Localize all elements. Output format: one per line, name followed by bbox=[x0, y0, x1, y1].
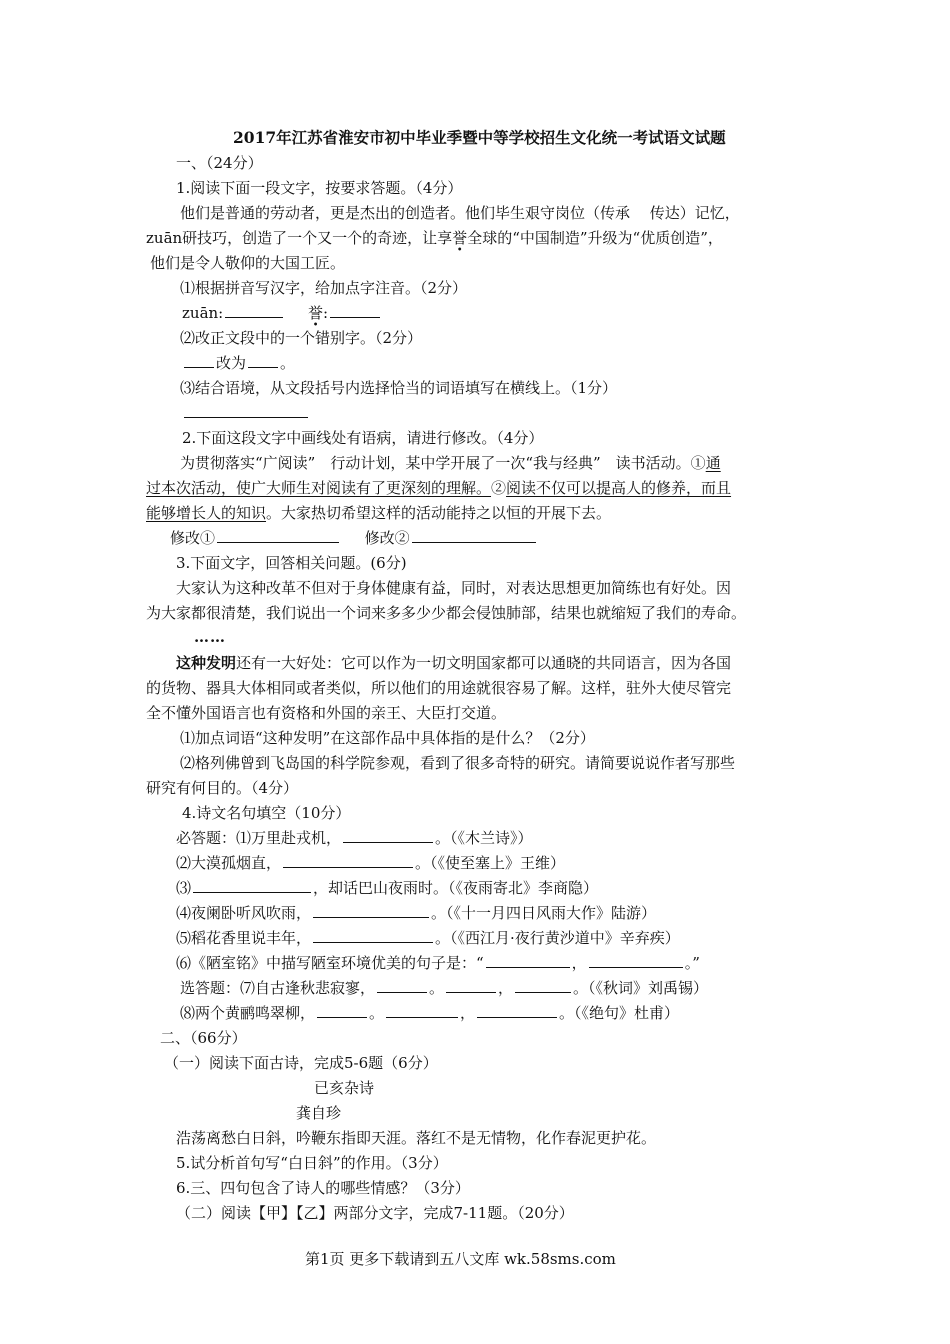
q4-text: 。（《使至塞上》王维） bbox=[415, 854, 566, 872]
q4-text: 选答题：⑺自古逢秋悲寂寥， bbox=[180, 979, 376, 997]
q4-row-3 bbox=[176, 877, 598, 899]
answer-blank[interactable] bbox=[446, 977, 496, 993]
answer-blank[interactable] bbox=[225, 302, 283, 318]
answer-blank[interactable] bbox=[343, 827, 433, 843]
q4-text: 。” bbox=[684, 954, 700, 972]
q1-sub-3: ⑶结合语境，从文段括号内选择恰当的词语填写在横线上。（1分） bbox=[180, 379, 618, 397]
q4-row-2 bbox=[176, 852, 565, 874]
q2-fix-row bbox=[170, 527, 538, 549]
page-footer: 第1页 更多下载请到五八文库 wk.58sms.com bbox=[305, 1250, 616, 1268]
answer-blank[interactable] bbox=[313, 927, 433, 943]
underlined-text: 过本次活动，使广大师生对阅读有了更深刻的理解。 bbox=[146, 479, 492, 497]
q4-text: ⑷夜阑卧听风吹雨， bbox=[176, 904, 312, 922]
q4-text: ⑵大漠孤烟直， bbox=[176, 854, 282, 872]
q4-heading: 4.诗文名句填空（10分） bbox=[182, 804, 351, 822]
q3-passage-line-1: 大家认为这种改革不但对于身体健康有益，同时，对表达思想更加简练也有好处。因 bbox=[176, 579, 732, 597]
page-title: 2017年江苏省淮安市初中毕业季暨中等学校招生文化统一考试语文试题 bbox=[233, 128, 726, 147]
q1-passage-line-1: 他们是普通的劳动者，更是杰出的创造者。他们毕生艰守岗位（传承 传达）记忆， bbox=[180, 204, 740, 222]
fix-2-label: 修改② bbox=[364, 529, 410, 547]
answer-blank[interactable] bbox=[193, 877, 311, 893]
q4-text: ⑶ bbox=[176, 879, 192, 897]
q4-text: 。（《十一月四日风雨大作》陆游） bbox=[431, 904, 657, 922]
q4-text: 。 bbox=[429, 979, 445, 997]
q4-text: ⑻两个黄鹂鸣翠柳， bbox=[180, 1004, 316, 1022]
q4-row-1 bbox=[176, 827, 533, 849]
pinyin-label: zuān: bbox=[182, 304, 224, 322]
answer-blank[interactable] bbox=[486, 952, 570, 968]
q1-passage-text-a: zuān研技巧，创造了一个又一个的奇迹，让享 bbox=[146, 229, 453, 247]
q3-passage-line-4: 的货物、器具大体相同或者类似，所以他们的用途就很容易了解。这样，驻外大使尽管完 bbox=[146, 679, 732, 697]
answer-blank[interactable] bbox=[283, 852, 413, 868]
section-2-heading: 二、（66分） bbox=[160, 1029, 247, 1047]
q1-sub-1-answer bbox=[182, 302, 382, 324]
q4-text: 。 bbox=[369, 1004, 385, 1022]
q1-passage-line-3: 他们是令人敬仰的大国工匠。 bbox=[150, 254, 346, 272]
ellipsis: …… bbox=[194, 628, 226, 646]
q4-text: ， bbox=[498, 979, 514, 997]
change-to-label: 改为 bbox=[216, 354, 247, 372]
q2-text: ② bbox=[491, 479, 507, 497]
q3-text: 还有一大好处：它可以作为一切文明国家都可以通晓的共同语言，因为各国 bbox=[236, 654, 732, 672]
q4-text: ，却话巴山夜雨时。（《夜雨寄北》李商隐） bbox=[313, 879, 599, 897]
poem-text: 浩荡离愁白日斜，吟鞭东指即天涯。落红不是无情物，化作春泥更护花。 bbox=[176, 1129, 657, 1147]
colon: : bbox=[323, 304, 329, 322]
answer-blank[interactable] bbox=[217, 527, 339, 543]
answer-blank[interactable] bbox=[313, 902, 429, 918]
period: 。 bbox=[280, 354, 296, 372]
q3-passage-line-5: 全不懂外国语言也有资格和外国的亲王、大臣打交道。 bbox=[146, 704, 507, 722]
q2-passage-line-1 bbox=[180, 452, 721, 474]
answer-blank[interactable] bbox=[515, 977, 571, 993]
poem-author: 龚自珍 bbox=[296, 1104, 342, 1122]
q5: 5.试分析首句写“白日斜”的作用。（3分） bbox=[176, 1154, 448, 1172]
q3-passage-line-2: 为大家都很清楚，我们说出一个词来多多少少都会侵蚀肺部，结果也就缩短了我们的寿命。 bbox=[146, 604, 747, 622]
answer-blank[interactable] bbox=[412, 527, 536, 543]
q4-text: 。（《秋词》刘禹锡） bbox=[573, 979, 709, 997]
q2-passage-line-3 bbox=[146, 502, 611, 524]
q3-sub-2-line-2: 研究有何目的。（4分） bbox=[146, 779, 299, 797]
q1-sub-3-answer bbox=[182, 402, 310, 424]
q4-text: 。（《绝句》杜甫） bbox=[559, 1004, 680, 1022]
poem-title: 已亥杂诗 bbox=[314, 1079, 375, 1097]
q2-text: 为贯彻落实“广阅读” 行动计划，某中学开展了一次“我与经典” 读书活动。① bbox=[180, 454, 706, 472]
q4-text: 必答题：⑴万里赴戎机， bbox=[176, 829, 342, 847]
fix-1-label: 修改① bbox=[170, 529, 216, 547]
dotted-char: 誉 bbox=[452, 229, 468, 247]
q1-sub-1: ⑴根据拼音写汉字，给加点字注音。（2分） bbox=[180, 279, 468, 297]
q1-sub-2-answer bbox=[182, 352, 295, 374]
bold-phrase: 这种发明 bbox=[176, 654, 237, 672]
q4-text: ， bbox=[460, 1004, 476, 1022]
section-1-heading: 一、（24分） bbox=[176, 154, 263, 172]
q3-heading: 3.下面文字，回答相关问题。(6分) bbox=[176, 554, 407, 572]
q2-heading: 2.下面这段文字中画线处有语病，请进行修改。（4分） bbox=[182, 429, 544, 447]
answer-blank[interactable] bbox=[184, 402, 308, 418]
q4-row-4 bbox=[176, 902, 656, 924]
q4-text: ⑸稻花香里说丰年， bbox=[176, 929, 312, 947]
q1-heading: 1.阅读下面一段文字，按要求答题。（4分） bbox=[176, 179, 463, 197]
q1-sub-2: ⑵改正文段中的一个错别字。（2分） bbox=[180, 329, 423, 347]
q4-row-6 bbox=[176, 952, 700, 974]
answer-blank[interactable] bbox=[377, 977, 427, 993]
q1-passage-line-2 bbox=[146, 227, 723, 249]
q3-sub-2-line-1: ⑵格列佛曾到飞岛国的科学院参观，看到了很多奇特的研究。请简要说说作者写那些 bbox=[180, 754, 736, 772]
q4-row-8 bbox=[180, 1002, 679, 1024]
q2-text: 。大家热切希望这样的活动能持之以恒的开展下去。 bbox=[266, 504, 612, 522]
answer-blank[interactable] bbox=[248, 352, 278, 368]
underlined-text: 阅读不仅可以提高人的修养，而且 bbox=[506, 479, 732, 497]
q3-passage-line-3 bbox=[176, 652, 731, 674]
q4-text: 。（《西江月·夜行黄沙道中》辛弃疾） bbox=[435, 929, 680, 947]
answer-blank[interactable] bbox=[386, 1002, 458, 1018]
dotted-char: 誉 bbox=[308, 304, 324, 322]
q3-sub-1: ⑴加点词语“这种发明”在这部作品中具体指的是什么？（2分） bbox=[180, 729, 595, 747]
answer-blank[interactable] bbox=[589, 952, 683, 968]
answer-blank[interactable] bbox=[317, 1002, 367, 1018]
part-2-heading: （二）阅读【甲】【乙】两部分文字，完成7-11题。（20分） bbox=[176, 1204, 574, 1222]
q4-text: ， bbox=[571, 954, 587, 972]
answer-blank[interactable] bbox=[184, 352, 214, 368]
answer-blank[interactable] bbox=[477, 1002, 557, 1018]
part-1-heading: （一）阅读下面古诗，完成5-6题（6分） bbox=[164, 1054, 438, 1072]
answer-blank[interactable] bbox=[330, 302, 380, 318]
q1-passage-text-b: 全球的“中国制造”升级为“优质创造”， bbox=[467, 229, 723, 247]
q6: 6.三、四句包含了诗人的哪些情感？（3分） bbox=[176, 1179, 470, 1197]
q4-text: ⑹《陋室铭》中描写陋室环境优美的句子是：“ bbox=[176, 954, 484, 972]
q4-row-5 bbox=[176, 927, 680, 949]
underlined-text: 能够增长人的知识 bbox=[146, 504, 267, 522]
q4-text: 。（《木兰诗》） bbox=[435, 829, 533, 847]
q4-row-7 bbox=[180, 977, 708, 999]
q2-passage-line-2 bbox=[146, 477, 731, 499]
underlined-text: 通 bbox=[705, 454, 721, 472]
